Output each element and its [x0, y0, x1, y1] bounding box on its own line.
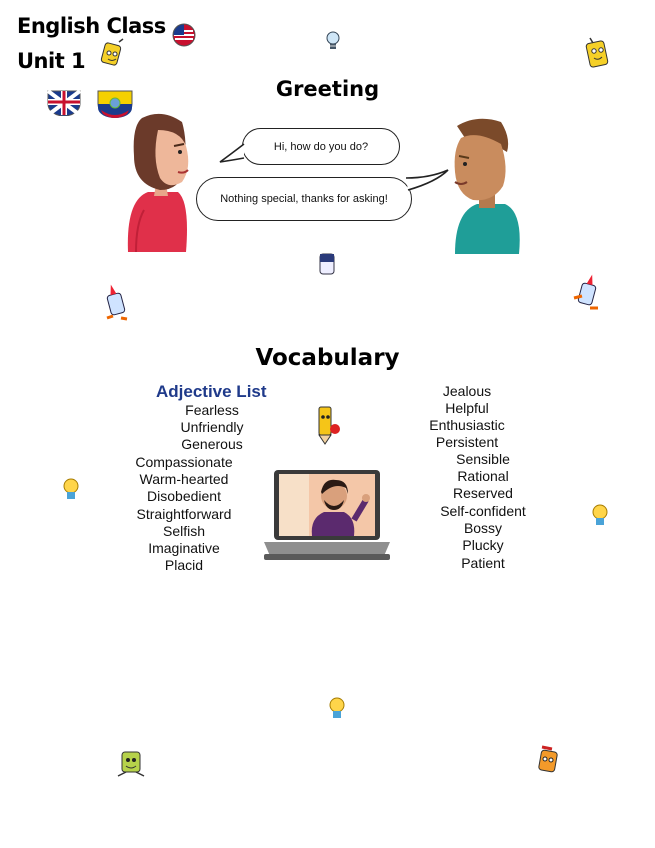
- pencil-mascot-icon: [97, 38, 127, 70]
- adjective-list-heading: Adjective List: [156, 382, 267, 401]
- man-figure: [447, 116, 527, 258]
- left-word: Disobedient: [147, 488, 221, 504]
- lightbulb-icon: [590, 502, 610, 530]
- left-word: Fearless: [185, 402, 239, 418]
- speech-bubble-tail-bottom: [404, 168, 452, 194]
- us-flag-icon: [172, 22, 196, 48]
- speech-bubble-bottom: [196, 177, 412, 221]
- right-word: Plucky: [462, 537, 504, 553]
- left-word: Generous: [181, 436, 243, 452]
- laptop-avatar-icon: [262, 452, 392, 566]
- speech-text-top: Hi, how do you do?: [273, 140, 369, 153]
- right-word: Helpful: [445, 400, 489, 416]
- right-word: Reserved: [453, 485, 513, 501]
- right-word: Jealous: [442, 383, 492, 399]
- lightbulb-icon: [327, 695, 347, 723]
- lightbulb-icon: [324, 30, 342, 54]
- ink-pot-icon: [318, 250, 336, 276]
- left-word: Straightforward: [136, 506, 232, 522]
- header-title-line2: Unit 1: [17, 49, 86, 73]
- glue-bottle-icon: [103, 282, 131, 322]
- lightbulb-icon: [62, 476, 80, 504]
- glue-bottle-icon: [570, 272, 602, 312]
- left-word: Imaginative: [148, 540, 220, 556]
- pencil-mascot-icon: [582, 34, 612, 72]
- right-word: Persistent: [435, 434, 499, 450]
- left-word: Unfriendly: [180, 419, 244, 435]
- pencil-mascot-icon: [313, 403, 341, 445]
- speech-text-bottom: Nothing special, thanks for asking!: [220, 193, 388, 205]
- right-word: Patient: [461, 555, 505, 571]
- vocabulary-title: Vocabulary: [255, 345, 400, 371]
- speech-bubble-top: [242, 128, 400, 165]
- right-word: Enthusiastic: [429, 417, 505, 433]
- left-word: Placid: [164, 557, 204, 573]
- pencil-mascot-icon: [116, 748, 146, 780]
- header-title-line1: English Class: [17, 14, 166, 38]
- right-word: Sensible: [456, 451, 510, 467]
- left-word: Compassionate: [135, 454, 233, 470]
- right-word: Rational: [457, 468, 509, 484]
- woman-figure: [122, 112, 202, 254]
- right-word: Bossy: [463, 520, 503, 536]
- greeting-title: Greeting: [275, 77, 380, 101]
- right-word: Self-confident: [440, 503, 526, 519]
- left-word: Warm-hearted: [139, 471, 229, 487]
- left-word: Selfish: [162, 523, 206, 539]
- speech-bubble-tail-top: [217, 140, 247, 164]
- pencil-mascot-icon: [534, 745, 562, 779]
